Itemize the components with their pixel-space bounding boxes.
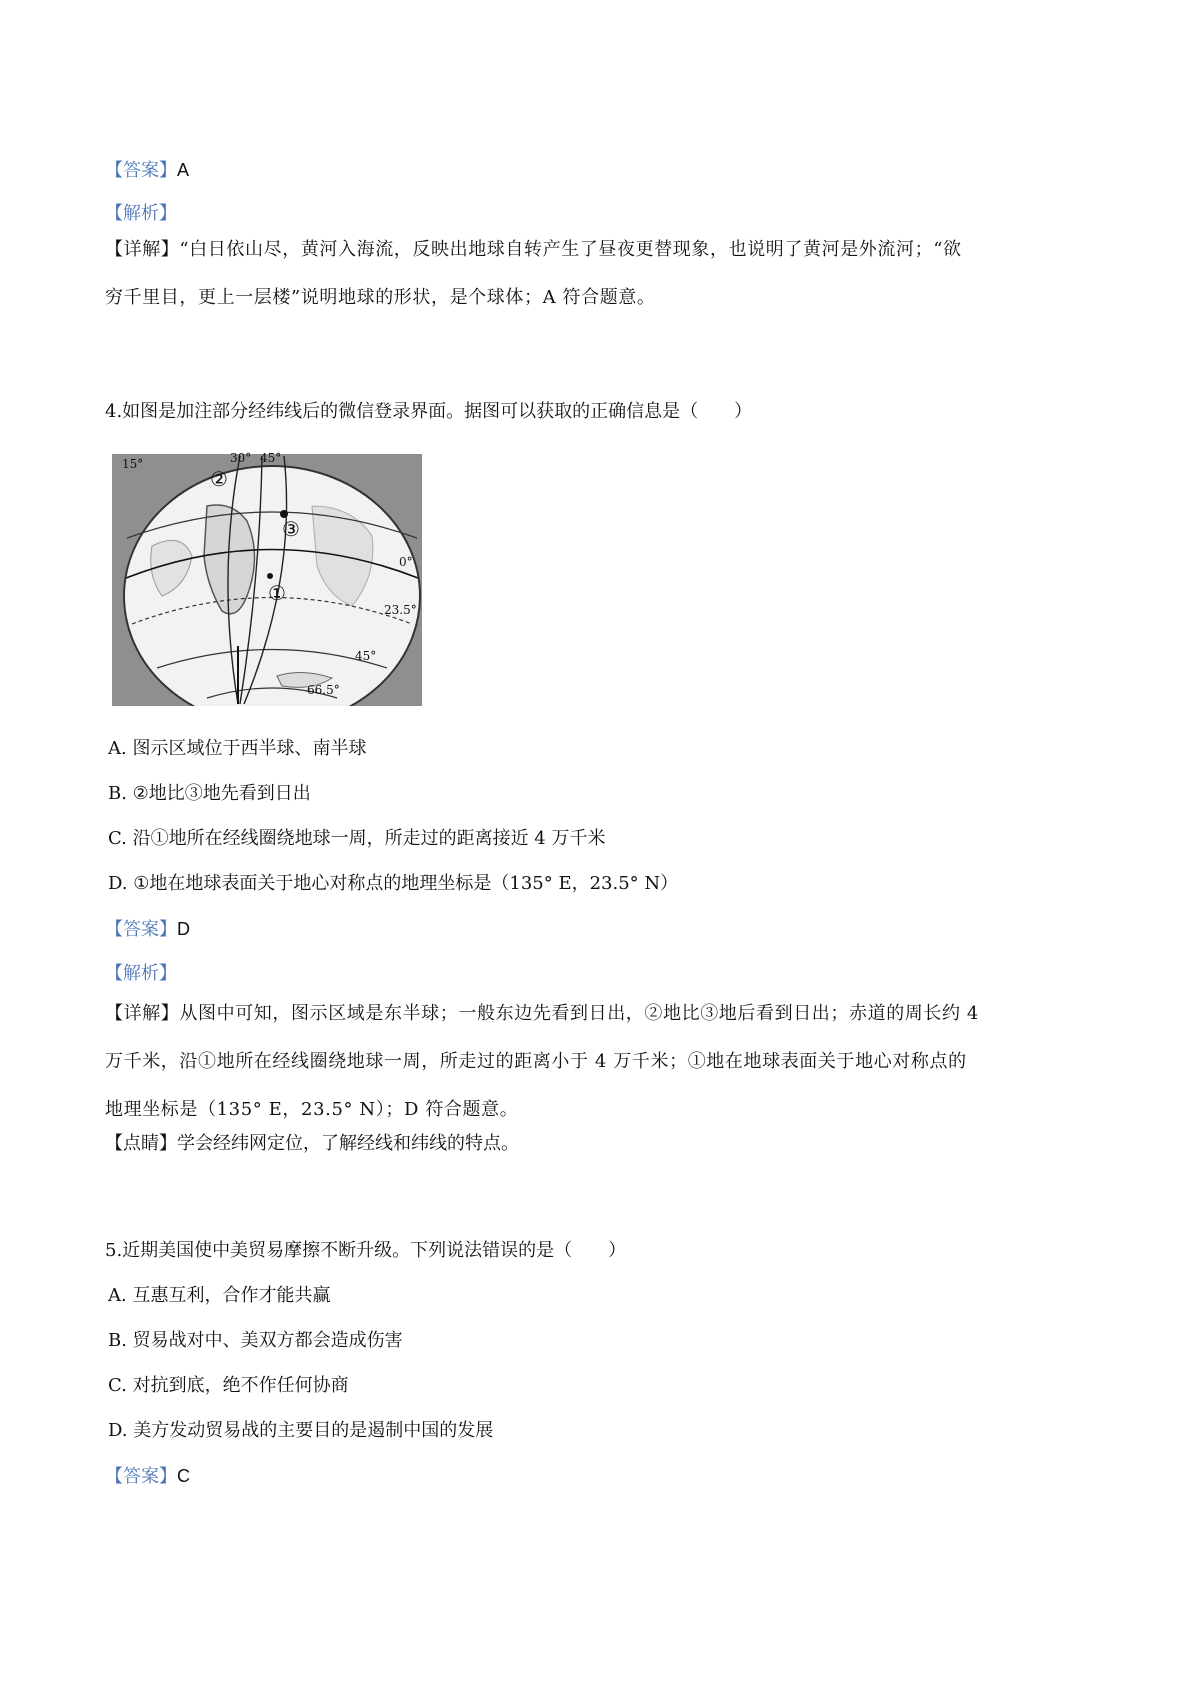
- question-5-stem: 5.近期美国使中美贸易摩擦不断升级。下列说法错误的是（ ）: [105, 1240, 627, 1261]
- answer-value: C: [177, 1466, 190, 1486]
- detail-line: 穷千里目，更上一层楼”说明地球的形状，是个球体；A 符合题意。: [105, 287, 656, 308]
- label-45: 45°: [260, 451, 282, 465]
- detail-text: 从图中可知，图示区域是东半球；一般东边先看到日出，②地比③地后看到日出；赤道的周长约 4: [179, 1003, 979, 1024]
- marker-1-dot: [267, 573, 273, 579]
- analysis-tag: 【解析】: [105, 203, 177, 224]
- point-line: [105, 1131, 519, 1157]
- label-lat-0: 0°: [399, 555, 413, 569]
- analysis-line: [105, 961, 177, 987]
- answer-line: [105, 916, 190, 943]
- detail-text: “白日依山尽，黄河入海流，反映出地球自转产生了昼夜更替现象，也说明了黄河是外流河；“欲: [179, 239, 962, 260]
- analysis-line: [105, 201, 177, 227]
- option-b: B. 贸易战对中、美双方都会造成伤害: [108, 1330, 403, 1351]
- option-d: D. ①地在地球表面关于地心对称点的地理坐标是（135° E，23.5° N）: [108, 873, 679, 894]
- detail-paragraph: [105, 990, 1095, 1134]
- label-lat-45: 45°: [355, 649, 377, 663]
- detail-line: [105, 226, 1095, 274]
- option-c: C. 对抗到底，绝不作任何协商: [108, 1375, 349, 1396]
- detail-tag: 【详解】: [105, 1003, 180, 1024]
- answer-tag: 【答案】: [105, 160, 177, 181]
- detail-paragraph: [105, 226, 1095, 322]
- answer-value: A: [177, 160, 190, 180]
- option-b: B. ②地比③地先看到日出: [108, 783, 311, 804]
- marker-1-label: ①: [268, 581, 286, 605]
- option-c: C. 沿①地所在经线圈绕地球一周，所走过的距离接近 4 万千米: [108, 828, 606, 849]
- answer-tag: 【答案】: [105, 1466, 177, 1487]
- option-a: A. 互惠互利，合作才能共赢: [108, 1285, 331, 1306]
- answer-line: [105, 1463, 190, 1490]
- label-15: 15°: [122, 457, 144, 471]
- point-tag: 【点睛】: [105, 1133, 177, 1154]
- answer-value: D: [177, 919, 190, 939]
- point-text: 学会经纬网定位，了解经线和纬线的特点。: [177, 1133, 519, 1154]
- analysis-tag: 【解析】: [105, 963, 177, 984]
- option-a: A. 图示区域位于西半球、南半球: [108, 738, 367, 759]
- question-4-stem: 4.如图是加注部分经纬线后的微信登录界面。据图可以获取的正确信息是（ ）: [105, 401, 753, 422]
- detail-line: [105, 990, 1095, 1038]
- detail-line: 万千米，沿①地所在经线圈绕地球一周，所走过的距离小于 4 万千米；①地在地球表面关于地心对称点的: [105, 1051, 967, 1072]
- marker-2-label: ②: [210, 467, 228, 491]
- label-30: 30°: [230, 451, 252, 465]
- answer-tag: 【答案】: [105, 919, 177, 940]
- label-lat-23: 23.5°: [384, 603, 417, 617]
- label-lat-66: 66.5°: [307, 683, 340, 697]
- answer-line: [105, 157, 189, 184]
- detail-line: 地理坐标是（135° E，23.5° N）；D 符合题意。: [105, 1099, 519, 1120]
- detail-tag: 【详解】: [105, 239, 180, 260]
- option-d: D. 美方发动贸易战的主要目的是遏制中国的发展: [108, 1420, 494, 1441]
- marker-3-label: ③: [282, 517, 300, 541]
- globe-figure: [112, 446, 422, 706]
